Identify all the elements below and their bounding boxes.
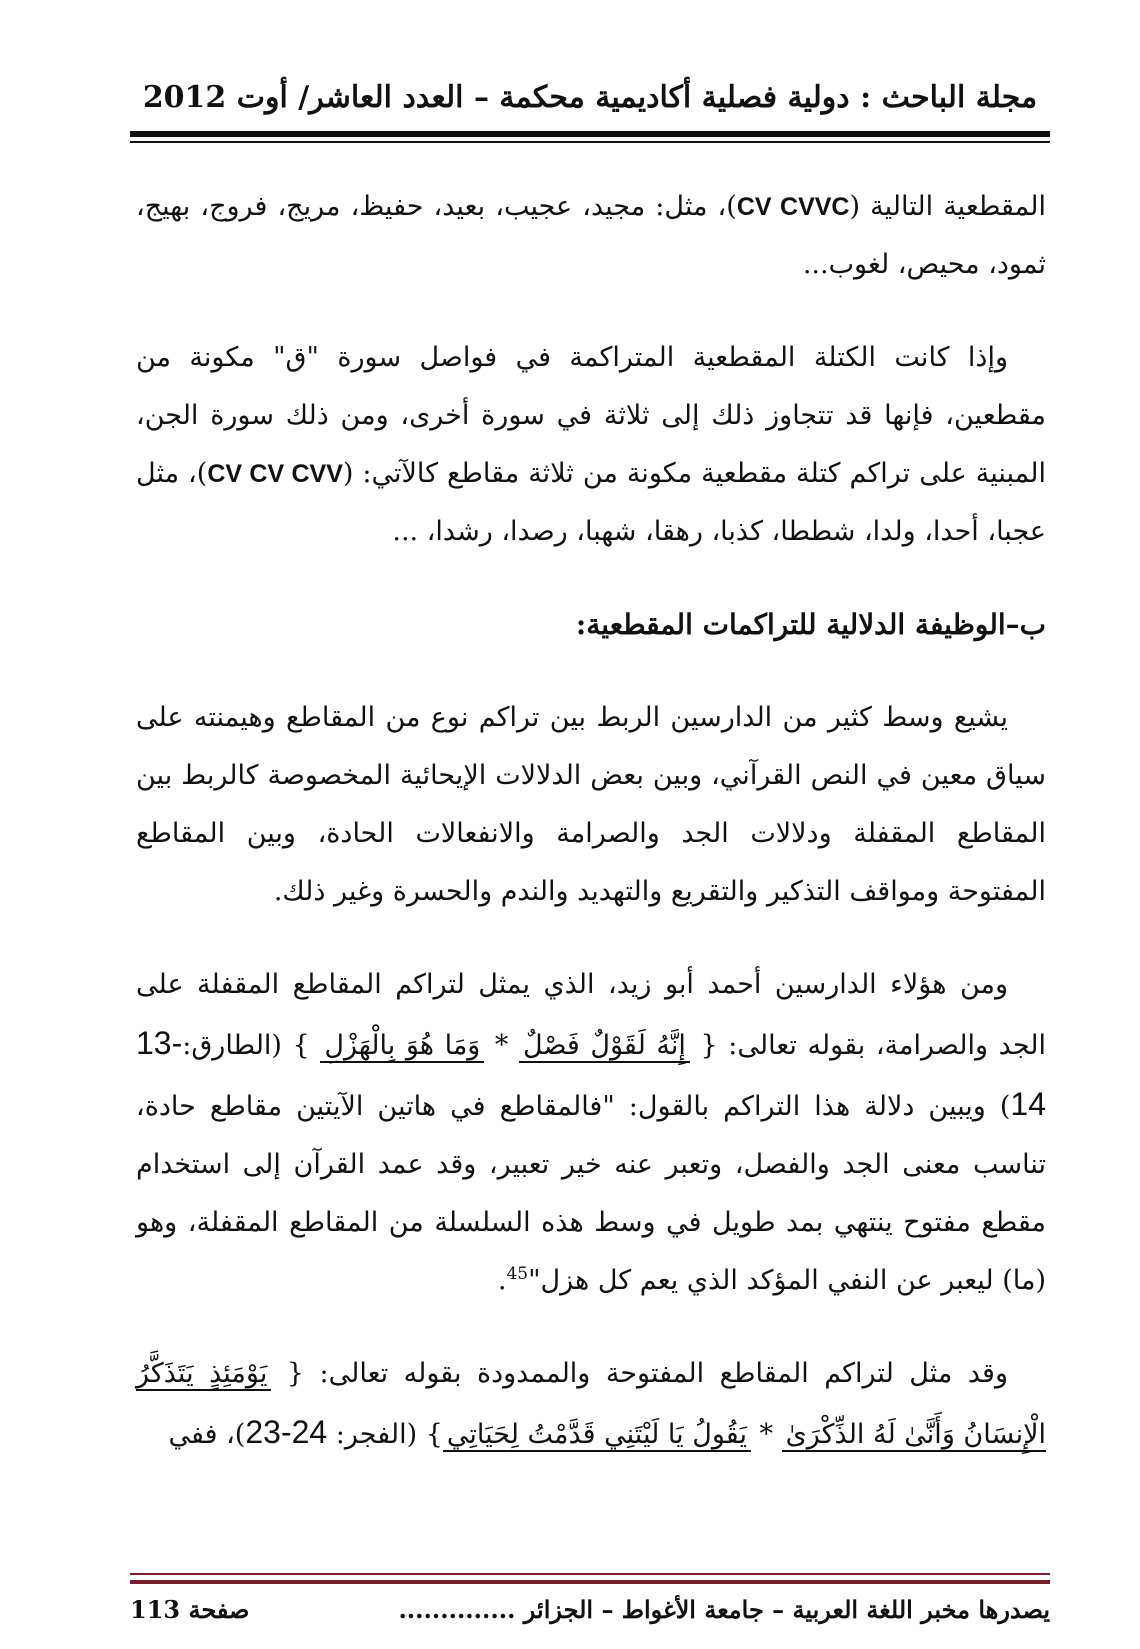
paragraph-2: وإذا كانت الكتلة المقطعية المتراكمة في فواصل سورة "ق" مكونة من مقطعين، فإنها قد تتجاوز ذلك إلى ثلاثة في سورة أخرى، ومن ذلك سورة الجن، المبنية على تراكم كتلة مقطعية مكونة من ثلاثة مقاطع كالآتي: (CV CV CVV)، مثل عجبا، أحدا، ولدا، شططا، كذبا، رهقا، شهبا، رصدا، رشدا، ...: [136, 342, 1046, 547]
article-body: [136, 178, 1046, 1499]
footer-rule-thin: [130, 1573, 1050, 1575]
journal-header: مجلة الباحث : دولية فصلية أكاديمية محكمة – العدد العاشر/ أوت 2012: [142, 80, 1038, 115]
footnote-ref[interactable]: 45: [506, 1264, 529, 1284]
quran-verse: وَمَا هُوَ بِالْهَزْلِ: [320, 1030, 484, 1063]
quran-verse: يَوْمَئِذٍ يَتَذَكَّرُ الْإِنسَانُ وَأَنَّىٰ لَهُ الذِّكْرَىٰ: [136, 1358, 1046, 1450]
footer-rule-thick: [130, 1580, 1050, 1584]
syllable-pattern: CV CV CVV: [207, 460, 343, 488]
quran-verse: يَقُولُ يَا لَيْتَنِي قَدَّمْتُ لِحَيَاتِي: [443, 1419, 751, 1452]
page-footer: [130, 1590, 1050, 1630]
section-heading: ب–الوظيفة الدلالية للتراكمات المقطعية:: [575, 608, 1046, 641]
paragraph-1: المقطعية التالية (CV CVVC)، مثل: مجيد، عجيب، بعيد، حفيظ، مريج، فروج، بهيج، ثمود، محيص، لغوب...: [136, 191, 1046, 280]
header-rule-thick: [130, 131, 1050, 137]
paragraph-5: وقد مثل لتراكم المقاطع المفتوحة والممدودة بقوله تعالى: { يَوْمَئِذٍ يَتَذَكَّرُ الْإِنسَانُ وَأَنَّىٰ لَهُ الذِّكْرَىٰ * يَقُولُ يَا لَيْتَنِي قَدَّمْتُ لِحَيَاتِي} (الفجر: 23-24)، ففي: [136, 1358, 1046, 1450]
quran-verse: إِنَّهُ لَقَوْلٌ فَصْلٌ: [519, 1030, 690, 1063]
header-rule-thin: [130, 141, 1050, 143]
verse-reference: 13- 14: [136, 1025, 1046, 1122]
footer-publisher: يصدرها مخبر اللغة العربية – جامعة الأغواط – الجزائر ..............: [398, 1595, 1050, 1624]
verse-reference: 23-24: [245, 1414, 328, 1450]
paragraph-4: ومن هؤلاء الدارسين أحمد أبو زيد، الذي يمثل لتراكم المقاطع المقفلة على الجد والصرامة، بقوله تعالى: { إِنَّهُ لَقَوْلٌ فَصْلٌ * وَمَا هُوَ بِالْهَزْلِ } (الطارق:13- 14) ويبين دلالة هذا التراكم بالقول: "فالمقاطع في هاتين الآيتين مقاطع حادة، تناسب معنى الجد والفصل، وتعبر عنه خير تعبير، وقد عمد القرآن إلى استخدام مقطع مفتوح ينتهي بمد طويل في وسط هذه السلسلة من المقاطع المقفلة، وهو (ما) ليعبر عن النفي المؤكد الذي يعم كل هزل"$^{45}$.: [136, 969, 1046, 1296]
paragraph-3: يشيع وسط كثير من الدارسين الربط بين تراكم نوع من المقاطع وهيمنته على سياق معين في النص القرآني، وبين بعض الدلالات الإيحائية المخصوصة كالربط بين المقاطع المقفلة ودلالات الجد والصرامة والانفعالات الحادة، وبين المقاطع المفتوحة ومواقف التذكير والتقريع والتهديد والندم والحسرة وغير ذلك.: [136, 702, 1046, 907]
page-number: صفحة 113: [130, 1595, 250, 1624]
syllable-pattern: CV CVVC: [736, 193, 850, 221]
